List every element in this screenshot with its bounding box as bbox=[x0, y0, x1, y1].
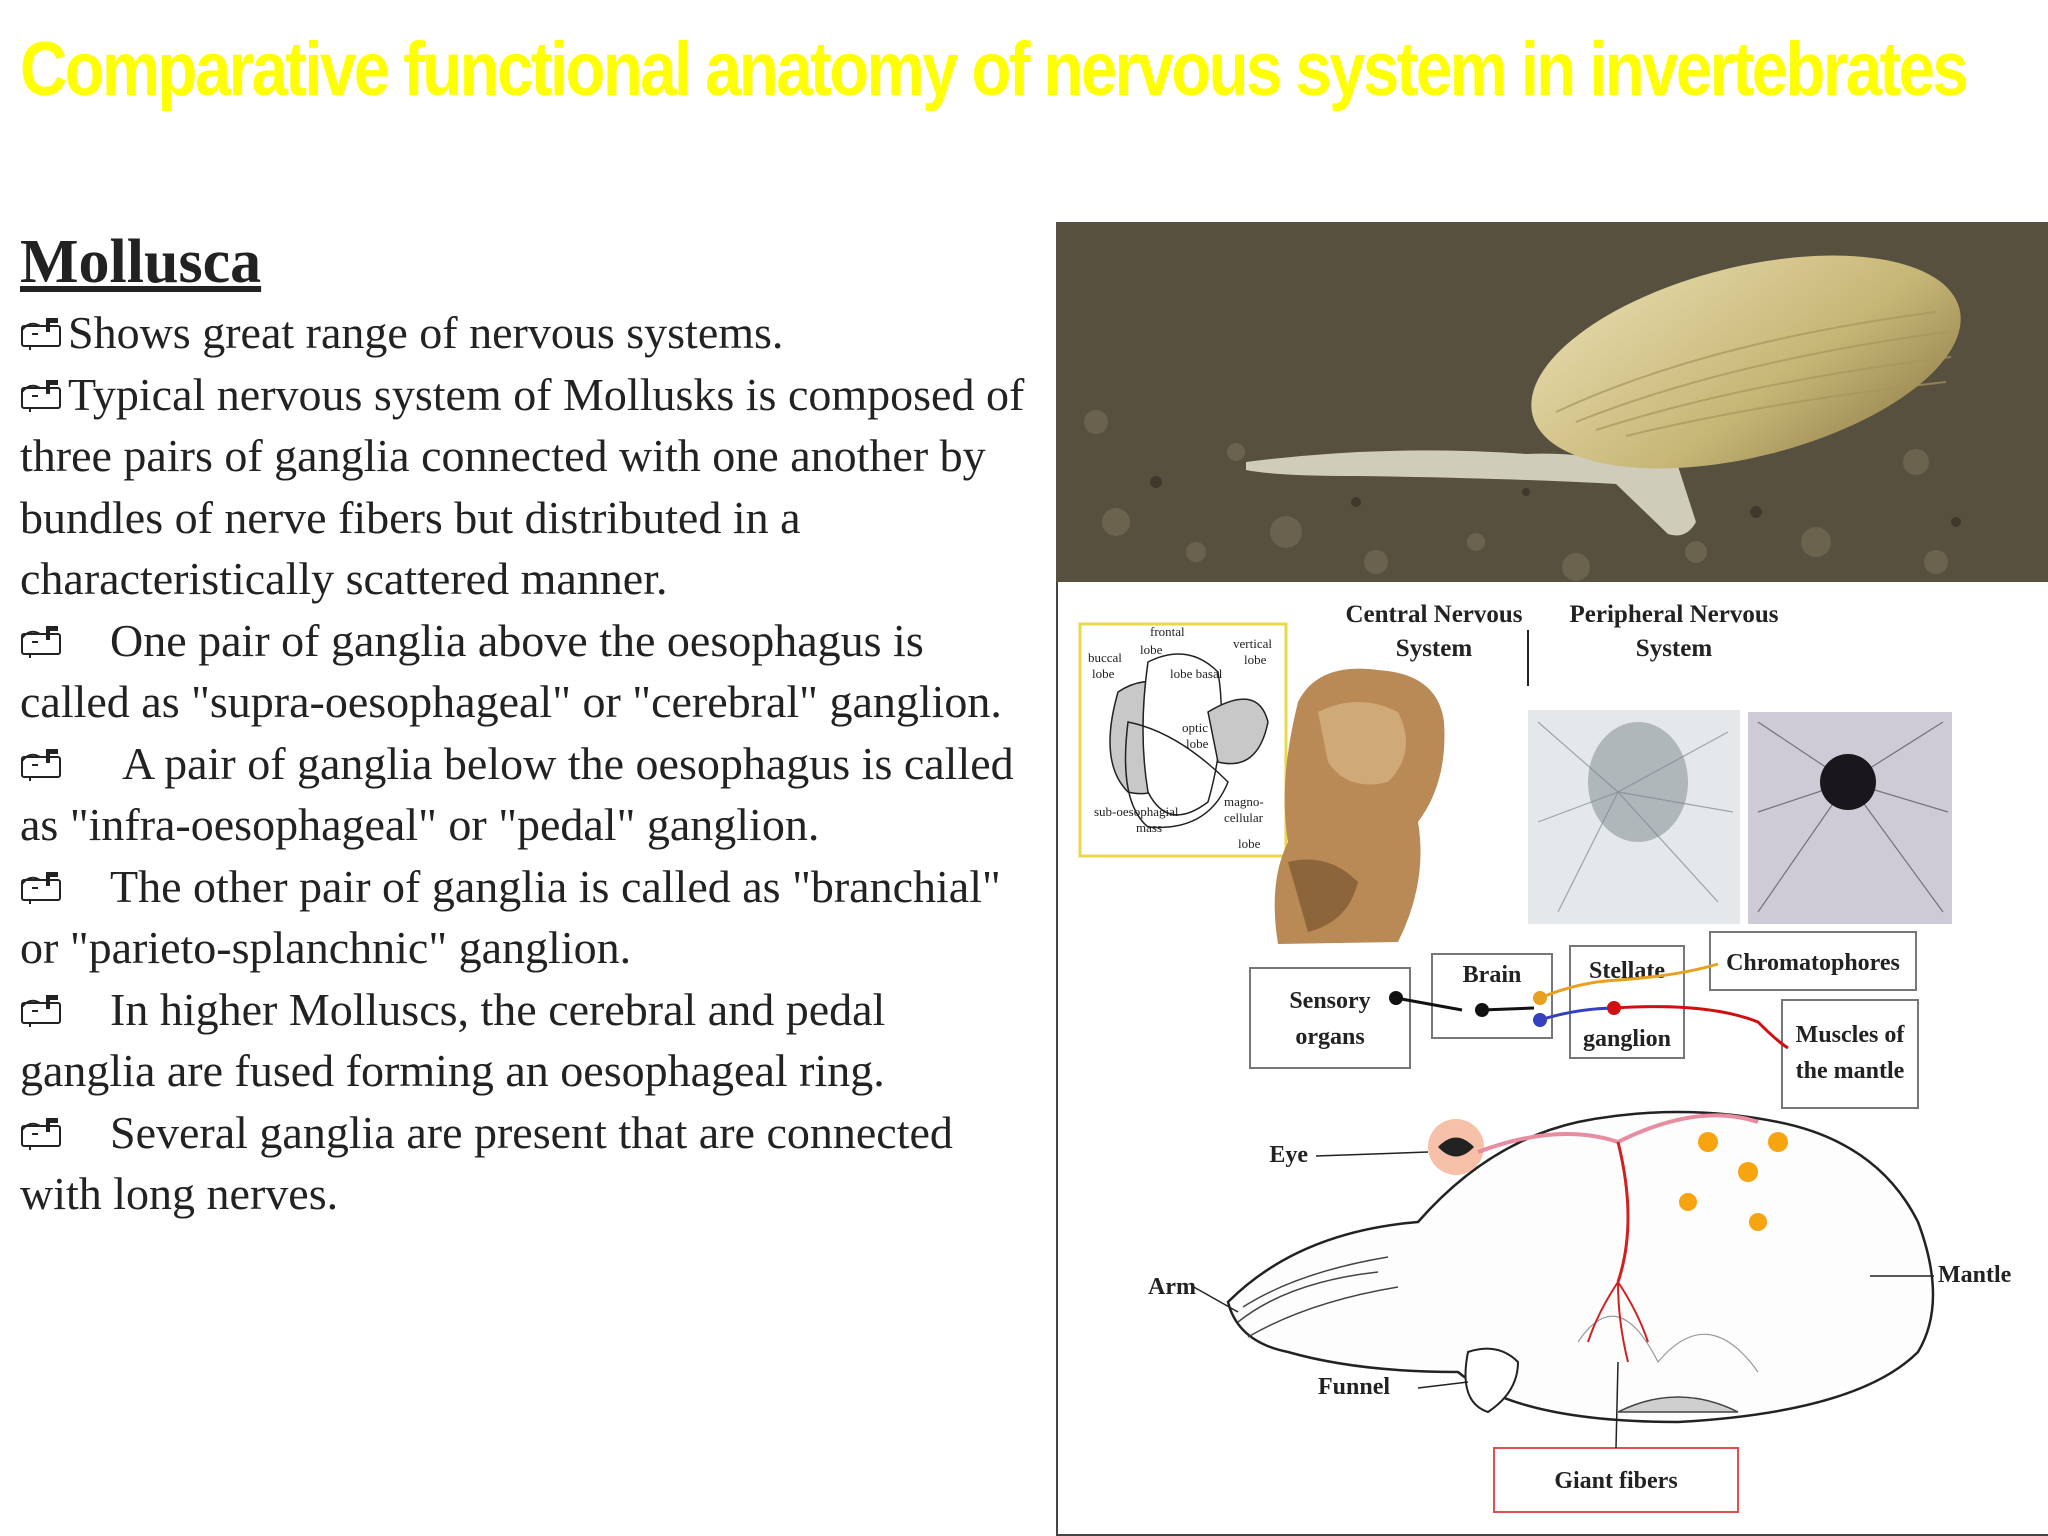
muscles-label-2: the mantle bbox=[1795, 1058, 1905, 1084]
nervous-system-diagram bbox=[1056, 582, 2048, 1536]
bullet-4: A pair of ganglia below the oesophagus is called as "infra-oesophageal" or "pedal" ganglion. bbox=[20, 737, 1014, 850]
chromatophores-label: Chromatophores bbox=[1726, 950, 1900, 976]
svg-text:lobe: lobe bbox=[1140, 642, 1163, 657]
section-heading: Mollusca bbox=[20, 228, 262, 296]
svg-text:frontal: frontal bbox=[1150, 624, 1185, 639]
slide-title: Comparative functional anatomy of nervous system in invertebrates bbox=[20, 27, 1967, 112]
brain-lobes-schematic bbox=[1080, 624, 1286, 856]
bullet-2: Typical nervous system of Mollusks is composed of three pairs of ganglia connected with one another by bundles of nerve fibers but distributed in a characteristically scattered manner. bbox=[20, 368, 1025, 604]
mailbox-icon bbox=[20, 993, 64, 1027]
svg-text:lobe: lobe bbox=[1238, 836, 1261, 851]
mailbox-icon bbox=[20, 1116, 64, 1150]
pns-label-line2: System bbox=[1635, 635, 1713, 662]
content-panel bbox=[20, 222, 1030, 1225]
cns-label-line1: Central Nervous bbox=[1345, 601, 1523, 628]
svg-text:lobe: lobe bbox=[1244, 652, 1267, 667]
giant-fibers-label: Giant fibers bbox=[1554, 1468, 1678, 1494]
bullet-1: Shows great range of nervous systems. bbox=[20, 302, 1030, 364]
brain-tissue-image bbox=[1275, 669, 1445, 944]
svg-text:lobe: lobe bbox=[1186, 736, 1209, 751]
funnel-label: Funnel bbox=[1318, 1374, 1391, 1400]
figure-panel bbox=[1056, 222, 2048, 1536]
mailbox-icon bbox=[20, 624, 64, 658]
svg-text:cellular: cellular bbox=[1224, 810, 1263, 825]
muscles-label-1: Muscles of bbox=[1795, 1022, 1905, 1048]
stellate-label-1: Stellate bbox=[1589, 958, 1665, 984]
stellate-label-2: ganglion bbox=[1582, 1026, 1672, 1052]
eye-label: Eye bbox=[1269, 1142, 1308, 1168]
pns-image-left bbox=[1528, 710, 1740, 924]
mailbox-icon bbox=[20, 747, 64, 781]
sensory-organs-label-2: organs bbox=[1295, 1024, 1365, 1050]
bullet-3: One pair of ganglia above the oesophagus is called as "supra-oesophageal" or "cerebral" ganglion. bbox=[20, 614, 1002, 727]
bullet-6: In higher Molluscs, the cerebral and pedal ganglia are fused forming an oesophageal ring. bbox=[20, 983, 886, 1096]
svg-text:lobe basal: lobe basal bbox=[1170, 666, 1223, 681]
svg-text:optic: optic bbox=[1182, 720, 1208, 735]
svg-text:magno-: magno- bbox=[1224, 794, 1264, 809]
bullet-7: Several ganglia are present that are connected with long nerves. bbox=[20, 1106, 953, 1219]
brain-box-label: Brain bbox=[1462, 962, 1522, 988]
svg-text:buccal: buccal bbox=[1088, 650, 1122, 665]
mailbox-icon bbox=[20, 378, 64, 412]
cns-label-line2: System bbox=[1395, 635, 1473, 662]
svg-text:lobe: lobe bbox=[1092, 666, 1115, 681]
snail-photo bbox=[1056, 222, 2048, 582]
mantle-label: Mantle bbox=[1938, 1262, 2012, 1288]
pns-label-line1: Peripheral Nervous bbox=[1569, 601, 1779, 628]
svg-text:sub-oesophagial: sub-oesophagial bbox=[1094, 804, 1179, 819]
svg-text:vertical: vertical bbox=[1233, 636, 1272, 651]
svg-text:mass: mass bbox=[1136, 820, 1162, 835]
arm-label: Arm bbox=[1148, 1274, 1196, 1300]
pns-image-right bbox=[1748, 712, 1952, 924]
bullet-5: The other pair of ganglia is called as "branchial" or "parieto-splanchnic" ganglion. bbox=[20, 860, 1001, 973]
sensory-organs-label-1: Sensory bbox=[1289, 988, 1371, 1014]
mailbox-icon bbox=[20, 870, 64, 904]
mailbox-icon bbox=[20, 316, 64, 350]
